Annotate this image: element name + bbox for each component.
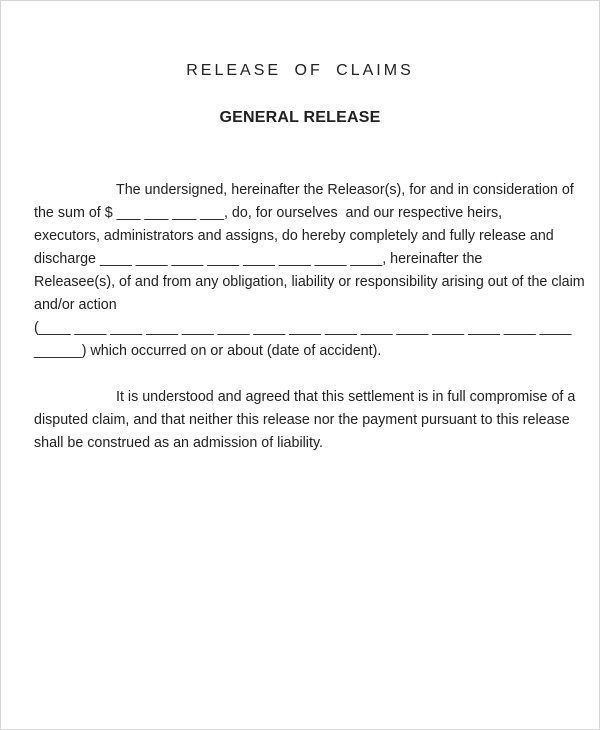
paragraph-line: Releasee(s), of and from any obligation, liability or responsibility arising out of the claim: [34, 274, 585, 290]
document-page: [1, 1, 599, 455]
paragraph-release-clause: [34, 179, 585, 363]
paragraph-line-date-of-accident: ______) which occurred on or about (date of accident).: [34, 343, 382, 359]
paragraph-line: executors, administrators and assigns, do hereby completely and fully release and: [34, 228, 554, 244]
paragraph-settlement-clause: [34, 386, 576, 455]
paragraph-line-sum-blank: the sum of $ ___ ___ ___ ___, do, for ourselves and our respective heirs,: [34, 205, 503, 221]
paragraph-line-claim-blank: (____ ____ ____ ____ ____ ____ ____ ____ ____ ____ ____ ____ ____ ____ ____: [34, 320, 572, 336]
paragraph-line: disputed claim, and that neither this release nor the payment pursuant to this release: [34, 412, 570, 428]
paragraph-line: and/or action: [34, 297, 117, 313]
paragraph-line: The undersigned, hereinafter the Releasor(s), for and in consideration of: [116, 182, 574, 198]
document-title: RELEASE OF CLAIMS: [186, 62, 414, 79]
paragraph-line-releasee-blank: discharge ____ ____ ____ ____ ____ ____ ____ ____, hereinafter the: [34, 251, 483, 267]
paragraph-line: It is understood and agreed that this settlement is in full compromise of a: [116, 389, 576, 405]
document-subtitle: GENERAL RELEASE: [219, 109, 381, 126]
paragraph-line: shall be construed as an admission of liability.: [34, 435, 324, 451]
